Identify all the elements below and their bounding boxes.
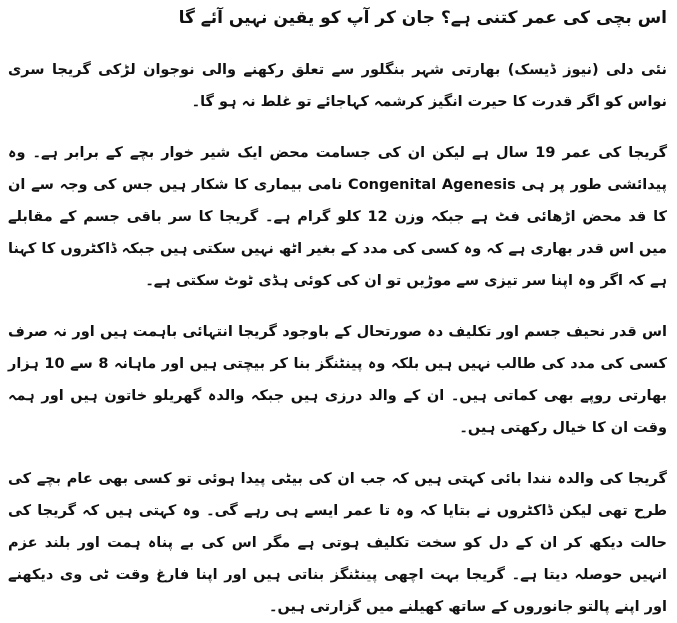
article-paragraph-intro: نئی دلی (نیوز ڈیسک) بھارتی شہر بنگلور سے تعلق رکھنے والی نوجوان لڑکی گریجا سری نواس کو اگر قدرت کا حیرت انگیز کرشمہ کہاجائے تو غلط نہ ہو گا۔ [8,62,667,110]
article-headline: اس بچی کی عمر کتنی ہے؟ جان کر آپ کو یقین نہیں آئے گا [178,8,667,28]
article-paragraph-mother: گریجا کی والدہ نندا بائی کہتی ہیں کہ جب ان کی بیٹی پیدا ہوئی تو کسی بھی عام بچے کی طرح تھی لیکن ڈاکٹروں نے بتایا کہ وہ تا عمر ایسے ہی رہے گی۔ وہ کہتی ہیں کہ گریجا کی حالت دیکھ کر ان کے دل کو سخت تکلیف ہوتی ہے مگر اس کی بے پناہ ہمت اور بلند عزم انہیں حوصلہ دیتا ہے۔ گریجا بہت اچھی پینٹنگز بناتی ہیں اور اپنا فارغ وقت ٹی وی دیکھنے اور اپنے پالتو جانوروں کے ساتھ کھیلنے میں گزارتی ہیں۔ [8,471,667,615]
article-paragraph-courage: اس قدر نحیف جسم اور تکلیف دہ صورتحال کے باوجود گریجا انتہائی باہمت ہیں اور نہ صرف کسی کی مدد کی طالب نہیں ہیں بلکہ وہ پینٹنگز بنا کر بیچتی ہیں اور ماہانہ 8 سے 10 ہزار بھارتی روپے بھی کماتی ہیں۔ ان کے والد درزی ہیں جبکہ والدہ گھریلو خاتون ہیں اور ہمہ وقت ان کا خیال رکھتی ہیں۔ [8,324,667,436]
article-paragraph-condition: گریجا کی عمر 19 سال ہے لیکن ان کی جسامت محض ایک شیر خوار بچے کے برابر ہے۔ وہ پیدائشی طور پر ہی Congenital Agenesis نامی بیماری کا شکار ہیں جس کی وجہ سے ان کا قد محض اڑھائی فٹ ہے جبکہ وزن 12 کلو گرام ہے۔ گریجا کا سر باقی جسم کے مقابلے میں اس قدر بھاری ہے کہ وہ کسی کی مدد کے بغیر اٹھ نہیں سکتی ہیں جبکہ ڈاکٹروں کا کہنا ہے کہ اگر وہ اپنا سر تیزی سے موڑیں تو ان کی کوئی ہڈی ٹوٹ سکتی ہے۔ [8,145,668,289]
